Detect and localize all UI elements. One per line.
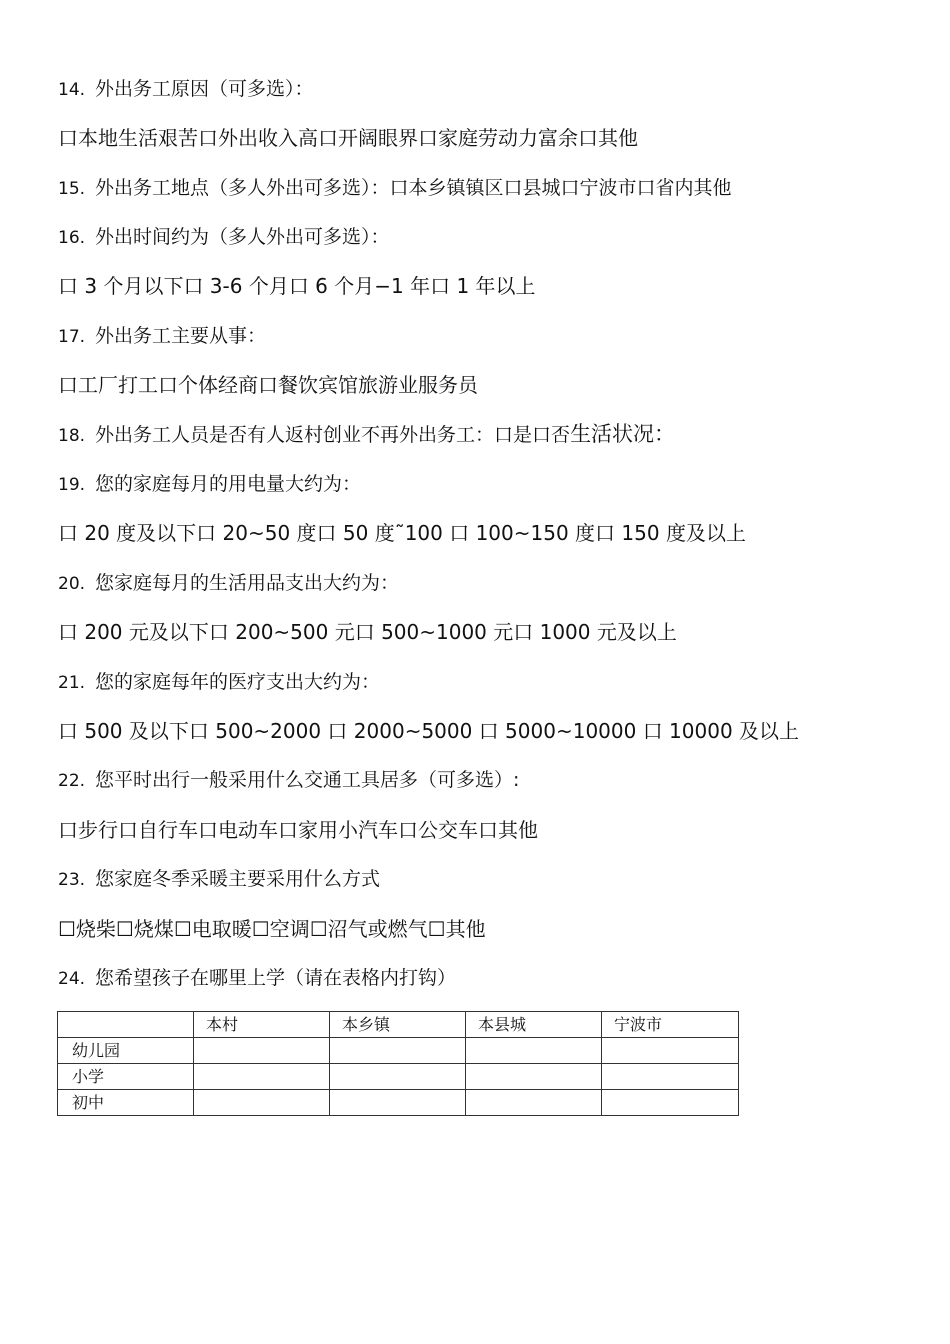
question-number: 23. [58,870,86,890]
question-number: 15. [58,179,86,199]
check-cell[interactable] [602,1038,739,1064]
question-20-options[interactable]: 口 200 元及以下口 200~500 元口 500~1000 元口 1000 元及以上 [58,620,677,644]
question-text: 您的家庭每年的医疗支出大约为： [95,671,381,693]
row-label: 小学 [58,1064,194,1090]
question-22 [58,767,519,794]
question-14 [58,76,314,103]
question-14-options[interactable]: 口本地生活艰苦口外出收入高口开阔眼界口家庭劳动力富余口其他 [58,126,638,150]
table-header-cell [58,1012,194,1038]
table-header-cell: 本乡镇 [330,1012,466,1038]
check-cell[interactable] [194,1064,330,1090]
question-20 [58,570,399,597]
question-text: 您平时出行一般采用什么交通工具居多（可多选）: [95,769,520,791]
table-header-cell: 宁波市 [602,1012,739,1038]
check-cell[interactable] [194,1038,330,1064]
question-number: 17. [58,327,86,347]
question-16 [58,224,390,251]
row-label: 初中 [58,1090,194,1116]
question-number: 14. [58,80,86,100]
table-row [58,1064,739,1090]
question-23-options[interactable]: ☐烧柴☐烧煤☐电取暖☐空调☐沼气或燃气☐其他 [58,917,486,941]
question-text[interactable]: 外出务工人员是否有人返村创业不再外出务工：口是口否 [95,424,571,446]
check-cell[interactable] [194,1090,330,1116]
question-number: 18. [58,426,86,446]
table-header-row [58,1012,739,1038]
question-15 [58,175,732,202]
check-cell[interactable] [466,1038,602,1064]
check-cell[interactable] [466,1064,602,1090]
question-text[interactable]: 外出务工地点（多人外出可多选）：口本乡镇镇区口县城口宁波市口省内其他 [95,177,732,199]
school-location-table [57,1011,739,1116]
question-text: 外出务工原因（可多选）： [95,78,314,100]
table-row [58,1090,739,1116]
check-cell[interactable] [330,1064,466,1090]
check-cell[interactable] [466,1090,602,1116]
question-text: 您家庭冬季采暖主要采用什么方式 [95,868,381,890]
table-row [58,1038,739,1064]
question-text: 外出务工主要从事： [95,325,267,347]
question-19-options[interactable]: 口 20 度及以下口 20~50 度口 50 度˜100 口 100~150 度口 150 度及以上 [58,521,746,545]
row-label: 幼儿园 [58,1038,194,1064]
section-heading: 生活状况： [570,422,676,446]
question-21 [58,669,380,696]
question-text: 您家庭每月的生活用品支出大约为： [95,572,400,594]
question-24 [58,965,456,992]
question-19 [58,471,361,498]
question-number: 22. [58,771,86,791]
check-cell[interactable] [330,1090,466,1116]
question-number: 20. [58,574,86,594]
question-text: 您希望孩子在哪里上学（请在表格内打钩） [95,967,457,989]
check-cell[interactable] [602,1090,739,1116]
table-header-cell: 本村 [194,1012,330,1038]
question-number: 21. [58,673,86,693]
check-cell[interactable] [602,1064,739,1090]
question-number: 19. [58,475,86,495]
question-16-options[interactable]: 口 3 个月以下口 3-6 个月口 6 个月−1 年口 1 年以上 [58,274,536,298]
question-17-options[interactable]: 口工厂打工口个体经商口餐饮宾馆旅游业服务员 [58,373,478,397]
question-number: 24. [58,969,86,989]
question-text: 您的家庭每月的用电量大约为： [95,473,362,495]
question-18 [58,421,675,449]
question-21-options[interactable]: 口 500 及以下口 500~2000 口 2000~5000 口 5000~10000 口 10000 及以上 [58,719,800,743]
question-22-options[interactable]: 口步行口自行车口电动车口家用小汽车口公交车口其他 [58,818,538,842]
question-23 [58,866,380,893]
question-text: 外出时间约为（多人外出可多选）： [95,226,390,248]
question-17 [58,323,266,350]
table-header-cell: 本县城 [466,1012,602,1038]
question-number: 16. [58,228,86,248]
check-cell[interactable] [330,1038,466,1064]
